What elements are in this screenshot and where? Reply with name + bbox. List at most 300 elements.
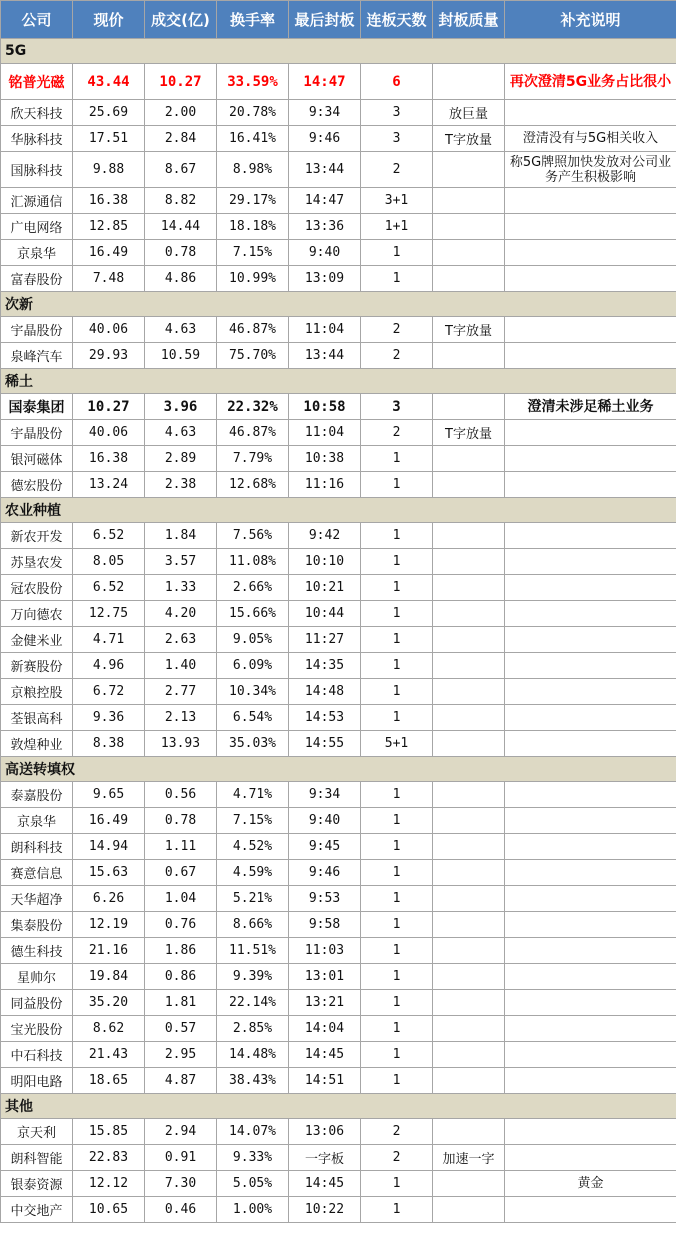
cell-company-name: 新赛股份 [1,653,73,679]
cell-consecutive-days: 1 [361,1197,433,1223]
cell-company-name: 中石科技 [1,1042,73,1068]
section-title: 其他 [1,1094,676,1119]
cell-turnover-rate: 18.18% [217,214,289,240]
cell-turnover-rate: 16.41% [217,126,289,152]
cell-last-seal-time: 14:35 [289,653,361,679]
table-row [1,964,676,990]
cell-volume: 0.78 [145,808,217,834]
cell-seal-quality: T字放量 [433,317,505,343]
cell-price: 21.16 [73,938,145,964]
cell-seal-quality [433,575,505,601]
section-title: 稀土 [1,369,676,394]
cell-consecutive-days: 1 [361,266,433,292]
cell-turnover-rate: 9.39% [217,964,289,990]
cell-price: 18.65 [73,1068,145,1094]
cell-note [505,1145,676,1171]
cell-note: 称5G牌照加快发放对公司业务产生积极影响 [505,152,676,188]
cell-price: 6.26 [73,886,145,912]
section-header-row [1,292,676,317]
cell-turnover-rate: 22.32% [217,394,289,420]
table-row [1,420,676,446]
cell-last-seal-time: 一字板 [289,1145,361,1171]
header-volume: 成交(亿) [145,1,217,39]
cell-company-name: 宝光股份 [1,1016,73,1042]
cell-price: 43.44 [73,64,145,100]
cell-company-name: 德生科技 [1,938,73,964]
cell-consecutive-days: 1 [361,1171,433,1197]
cell-company-name: 敦煌种业 [1,731,73,757]
cell-last-seal-time: 11:03 [289,938,361,964]
cell-company-name: 赛意信息 [1,860,73,886]
cell-seal-quality [433,731,505,757]
cell-turnover-rate: 11.51% [217,938,289,964]
cell-consecutive-days: 2 [361,317,433,343]
table-row [1,126,676,152]
cell-consecutive-days: 1 [361,653,433,679]
table-row [1,1042,676,1068]
cell-company-name: 华脉科技 [1,126,73,152]
cell-last-seal-time: 13:44 [289,152,361,188]
table-row [1,64,676,100]
table-row [1,1171,676,1197]
cell-last-seal-time: 11:16 [289,472,361,498]
cell-seal-quality: T字放量 [433,126,505,152]
cell-last-seal-time: 10:22 [289,1197,361,1223]
cell-seal-quality [433,627,505,653]
table-body [1,39,676,1223]
cell-company-name: 国脉科技 [1,152,73,188]
cell-price: 16.38 [73,188,145,214]
cell-consecutive-days: 2 [361,1119,433,1145]
cell-note [505,705,676,731]
cell-note [505,1119,676,1145]
table-row [1,100,676,126]
cell-seal-quality [433,705,505,731]
cell-last-seal-time: 10:44 [289,601,361,627]
cell-turnover-rate: 7.15% [217,240,289,266]
table-row [1,912,676,938]
cell-company-name: 泉峰汽车 [1,343,73,369]
cell-seal-quality [433,886,505,912]
table-row [1,1145,676,1171]
table-row [1,188,676,214]
cell-consecutive-days: 1 [361,705,433,731]
cell-price: 22.83 [73,1145,145,1171]
table-row [1,1197,676,1223]
cell-price: 8.62 [73,1016,145,1042]
cell-price: 19.84 [73,964,145,990]
section-header-row [1,39,676,64]
cell-price: 17.51 [73,126,145,152]
cell-company-name: 苏垦农发 [1,549,73,575]
cell-last-seal-time: 10:10 [289,549,361,575]
cell-note [505,100,676,126]
table-row [1,1016,676,1042]
cell-last-seal-time: 11:04 [289,317,361,343]
cell-last-seal-time: 9:34 [289,782,361,808]
cell-price: 7.48 [73,266,145,292]
cell-consecutive-days: 1 [361,834,433,860]
cell-note [505,601,676,627]
cell-last-seal-time: 14:53 [289,705,361,731]
table-row [1,860,676,886]
header-price: 现价 [73,1,145,39]
table-row [1,705,676,731]
header-seal-quality: 封板质量 [433,1,505,39]
cell-volume: 1.84 [145,523,217,549]
section-header-row [1,498,676,523]
cell-last-seal-time: 10:38 [289,446,361,472]
cell-note [505,627,676,653]
cell-last-seal-time: 13:44 [289,343,361,369]
cell-volume: 4.63 [145,317,217,343]
cell-note: 澄清未涉足稀土业务 [505,394,676,420]
cell-volume: 10.59 [145,343,217,369]
cell-volume: 1.86 [145,938,217,964]
table-row [1,214,676,240]
cell-turnover-rate: 46.87% [217,420,289,446]
cell-consecutive-days: 2 [361,152,433,188]
cell-seal-quality [433,214,505,240]
cell-company-name: 欣天科技 [1,100,73,126]
cell-turnover-rate: 20.78% [217,100,289,126]
cell-price: 10.65 [73,1197,145,1223]
cell-consecutive-days: 2 [361,343,433,369]
cell-company-name: 宇晶股份 [1,420,73,446]
cell-last-seal-time: 13:06 [289,1119,361,1145]
header-row [1,1,676,39]
cell-company-name: 汇源通信 [1,188,73,214]
cell-note [505,938,676,964]
cell-company-name: 京粮控股 [1,679,73,705]
cell-last-seal-time: 14:45 [289,1042,361,1068]
table-row [1,446,676,472]
cell-volume: 0.78 [145,240,217,266]
cell-turnover-rate: 33.59% [217,64,289,100]
cell-company-name: 中交地产 [1,1197,73,1223]
cell-price: 9.36 [73,705,145,731]
cell-volume: 0.57 [145,1016,217,1042]
cell-note [505,731,676,757]
cell-turnover-rate: 10.34% [217,679,289,705]
cell-consecutive-days: 1 [361,472,433,498]
cell-seal-quality [433,1119,505,1145]
cell-consecutive-days: 1 [361,240,433,266]
cell-note [505,343,676,369]
cell-volume: 1.33 [145,575,217,601]
header-consecutive-days: 连板天数 [361,1,433,39]
cell-volume: 10.27 [145,64,217,100]
cell-note: 黄金 [505,1171,676,1197]
cell-price: 16.49 [73,240,145,266]
header-turnover: 换手率 [217,1,289,39]
cell-turnover-rate: 6.54% [217,705,289,731]
cell-volume: 2.94 [145,1119,217,1145]
cell-price: 6.72 [73,679,145,705]
table-row [1,601,676,627]
cell-note [505,964,676,990]
cell-turnover-rate: 22.14% [217,990,289,1016]
cell-seal-quality [433,152,505,188]
cell-note: 再次澄清5G业务占比很小 [505,64,676,100]
cell-company-name: 新农开发 [1,523,73,549]
cell-consecutive-days: 5+1 [361,731,433,757]
table-row [1,317,676,343]
cell-last-seal-time: 14:47 [289,64,361,100]
cell-company-name: 集泰股份 [1,912,73,938]
cell-consecutive-days: 3+1 [361,188,433,214]
cell-volume: 1.40 [145,653,217,679]
header-company: 公司 [1,1,73,39]
cell-volume: 0.56 [145,782,217,808]
cell-seal-quality [433,938,505,964]
cell-turnover-rate: 46.87% [217,317,289,343]
cell-price: 12.75 [73,601,145,627]
section-title: 次新 [1,292,676,317]
cell-volume: 0.91 [145,1145,217,1171]
cell-turnover-rate: 35.03% [217,731,289,757]
cell-last-seal-time: 11:27 [289,627,361,653]
cell-turnover-rate: 5.21% [217,886,289,912]
table-row [1,627,676,653]
cell-turnover-rate: 10.99% [217,266,289,292]
cell-note [505,472,676,498]
cell-price: 10.27 [73,394,145,420]
cell-turnover-rate: 75.70% [217,343,289,369]
table-row [1,679,676,705]
cell-volume: 2.77 [145,679,217,705]
cell-last-seal-time: 9:46 [289,860,361,886]
cell-price: 16.49 [73,808,145,834]
cell-price: 35.20 [73,990,145,1016]
cell-volume: 3.96 [145,394,217,420]
cell-consecutive-days: 1 [361,990,433,1016]
table-row [1,549,676,575]
cell-seal-quality [433,1016,505,1042]
cell-last-seal-time: 14:47 [289,188,361,214]
cell-note [505,653,676,679]
cell-seal-quality [433,860,505,886]
cell-seal-quality [433,523,505,549]
cell-consecutive-days: 1 [361,1016,433,1042]
cell-note [505,1016,676,1042]
cell-company-name: 京天利 [1,1119,73,1145]
cell-note [505,446,676,472]
cell-turnover-rate: 8.98% [217,152,289,188]
cell-last-seal-time: 9:46 [289,126,361,152]
cell-consecutive-days: 3 [361,100,433,126]
cell-volume: 2.84 [145,126,217,152]
cell-volume: 7.30 [145,1171,217,1197]
cell-seal-quality [433,1042,505,1068]
cell-volume: 13.93 [145,731,217,757]
cell-seal-quality [433,1068,505,1094]
cell-price: 40.06 [73,420,145,446]
cell-price: 4.96 [73,653,145,679]
cell-volume: 4.20 [145,601,217,627]
cell-price: 14.94 [73,834,145,860]
cell-note [505,420,676,446]
table-row [1,575,676,601]
section-header-row [1,1094,676,1119]
cell-consecutive-days: 2 [361,420,433,446]
cell-volume: 0.46 [145,1197,217,1223]
section-header-row [1,369,676,394]
cell-turnover-rate: 38.43% [217,1068,289,1094]
table-row [1,990,676,1016]
cell-price: 40.06 [73,317,145,343]
cell-consecutive-days: 1 [361,886,433,912]
cell-note [505,886,676,912]
cell-volume: 1.81 [145,990,217,1016]
cell-last-seal-time: 11:04 [289,420,361,446]
cell-consecutive-days: 1 [361,1042,433,1068]
cell-seal-quality: 放巨量 [433,100,505,126]
cell-consecutive-days: 1 [361,627,433,653]
cell-price: 6.52 [73,523,145,549]
cell-note [505,679,676,705]
cell-note [505,188,676,214]
cell-note [505,834,676,860]
cell-price: 12.85 [73,214,145,240]
table-row [1,523,676,549]
cell-volume: 8.82 [145,188,217,214]
table-row [1,152,676,188]
cell-note [505,1042,676,1068]
cell-last-seal-time: 9:40 [289,240,361,266]
table-row [1,731,676,757]
cell-turnover-rate: 4.52% [217,834,289,860]
header-notes: 补充说明 [505,1,676,39]
cell-turnover-rate: 4.59% [217,860,289,886]
cell-seal-quality [433,343,505,369]
cell-turnover-rate: 1.00% [217,1197,289,1223]
cell-last-seal-time: 14:55 [289,731,361,757]
cell-seal-quality [433,782,505,808]
cell-note [505,912,676,938]
cell-note: 澄清没有与5G相关收入 [505,126,676,152]
table-row [1,394,676,420]
cell-seal-quality [433,834,505,860]
cell-note [505,214,676,240]
cell-turnover-rate: 8.66% [217,912,289,938]
cell-last-seal-time: 9:45 [289,834,361,860]
cell-note [505,860,676,886]
cell-last-seal-time: 9:40 [289,808,361,834]
cell-note [505,782,676,808]
table-row [1,472,676,498]
cell-turnover-rate: 5.05% [217,1171,289,1197]
cell-turnover-rate: 14.07% [217,1119,289,1145]
cell-price: 12.19 [73,912,145,938]
cell-company-name: 天华超净 [1,886,73,912]
section-title: 5G [1,39,676,64]
cell-company-name: 富春股份 [1,266,73,292]
cell-volume: 0.76 [145,912,217,938]
cell-price: 15.63 [73,860,145,886]
cell-seal-quality [433,964,505,990]
cell-consecutive-days: 1 [361,912,433,938]
cell-turnover-rate: 7.56% [217,523,289,549]
cell-volume: 2.63 [145,627,217,653]
cell-turnover-rate: 11.08% [217,549,289,575]
cell-seal-quality [433,394,505,420]
cell-price: 4.71 [73,627,145,653]
cell-seal-quality [433,240,505,266]
cell-seal-quality [433,808,505,834]
table-row [1,1119,676,1145]
cell-company-name: 星帅尔 [1,964,73,990]
cell-price: 25.69 [73,100,145,126]
cell-company-name: 明阳电路 [1,1068,73,1094]
cell-company-name: 银泰资源 [1,1171,73,1197]
cell-consecutive-days: 1 [361,938,433,964]
cell-consecutive-days: 1 [361,782,433,808]
cell-seal-quality [433,446,505,472]
cell-volume: 8.67 [145,152,217,188]
table-row [1,886,676,912]
cell-note [505,990,676,1016]
cell-seal-quality [433,549,505,575]
cell-turnover-rate: 29.17% [217,188,289,214]
cell-seal-quality [433,912,505,938]
cell-consecutive-days: 1+1 [361,214,433,240]
table-row [1,938,676,964]
header-last-seal-time: 最后封板 [289,1,361,39]
cell-seal-quality [433,188,505,214]
cell-last-seal-time: 9:58 [289,912,361,938]
cell-price: 21.43 [73,1042,145,1068]
cell-last-seal-time: 14:48 [289,679,361,705]
cell-turnover-rate: 2.85% [217,1016,289,1042]
cell-company-name: 京泉华 [1,808,73,834]
cell-volume: 1.04 [145,886,217,912]
cell-company-name: 银河磁体 [1,446,73,472]
cell-company-name: 德宏股份 [1,472,73,498]
table-row [1,834,676,860]
cell-turnover-rate: 12.68% [217,472,289,498]
table-row [1,1068,676,1094]
cell-consecutive-days: 1 [361,446,433,472]
table-row [1,653,676,679]
cell-volume: 4.87 [145,1068,217,1094]
cell-note [505,808,676,834]
cell-price: 29.93 [73,343,145,369]
cell-note [505,575,676,601]
section-header-row [1,757,676,782]
section-title: 高送转填权 [1,757,676,782]
cell-company-name: 金健米业 [1,627,73,653]
cell-volume: 2.13 [145,705,217,731]
cell-company-name: 铭普光磁 [1,64,73,100]
cell-volume: 14.44 [145,214,217,240]
cell-company-name: 万向德农 [1,601,73,627]
cell-seal-quality [433,266,505,292]
cell-last-seal-time: 10:58 [289,394,361,420]
cell-seal-quality [433,679,505,705]
cell-consecutive-days: 1 [361,523,433,549]
cell-volume: 2.95 [145,1042,217,1068]
cell-last-seal-time: 9:53 [289,886,361,912]
cell-price: 15.85 [73,1119,145,1145]
cell-turnover-rate: 4.71% [217,782,289,808]
cell-note [505,523,676,549]
cell-seal-quality [433,472,505,498]
cell-last-seal-time: 9:42 [289,523,361,549]
table-row [1,266,676,292]
cell-turnover-rate: 9.05% [217,627,289,653]
cell-turnover-rate: 14.48% [217,1042,289,1068]
